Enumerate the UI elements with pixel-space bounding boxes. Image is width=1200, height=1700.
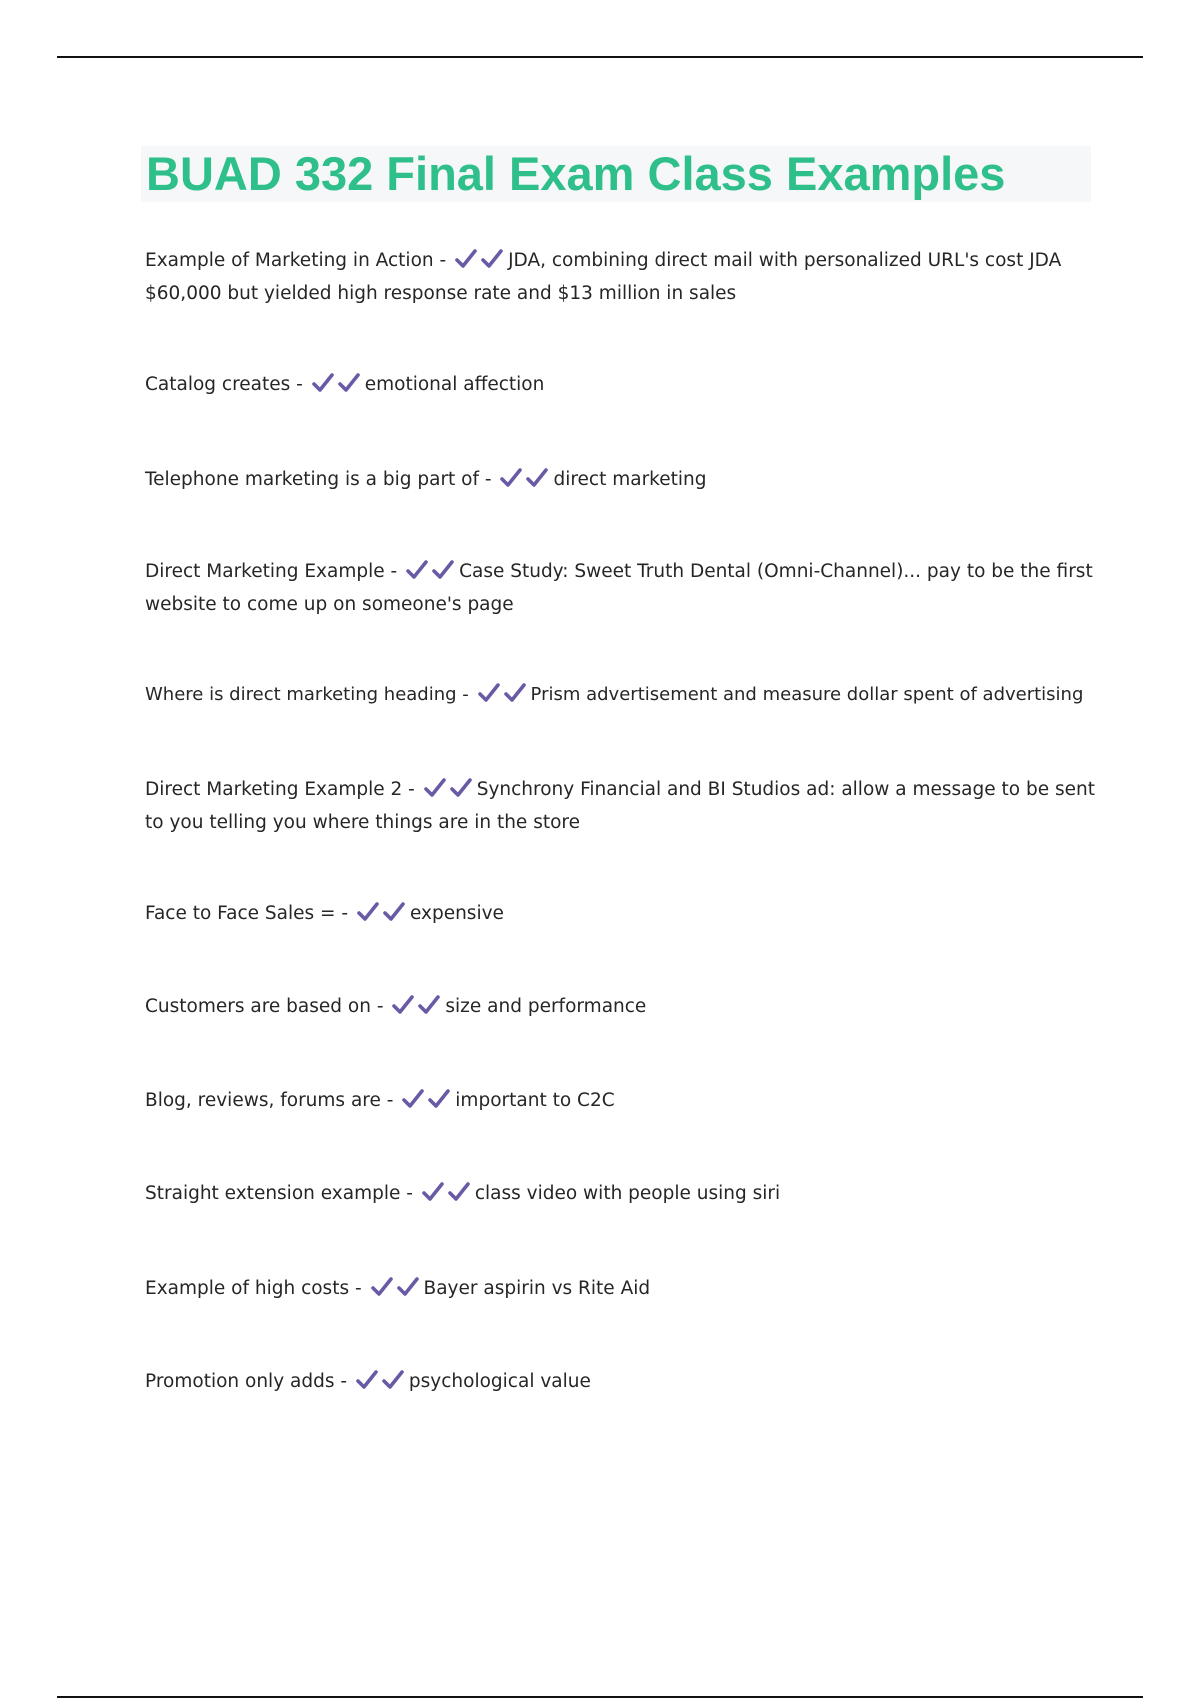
double-check-icon: [405, 559, 457, 590]
qa-item: [145, 1086, 1095, 1119]
qa-separator: -: [400, 1183, 419, 1204]
qa-separator: -: [402, 779, 421, 800]
page-title: BUAD 332 Final Exam Class Examples: [146, 147, 1006, 200]
qa-answer: Case Study: Sweet Truth Dental (Omni-Channel)... pay to be the first website to come up on someone's page: [145, 561, 1093, 615]
qa-separator: -: [290, 374, 309, 395]
double-check-icon: [370, 1276, 422, 1307]
qa-question: Promotion only adds: [145, 1371, 335, 1392]
bottom-rule: [57, 1696, 1143, 1698]
qa-answer: emotional affection: [364, 374, 545, 395]
qa-answer: Prism advertisement and measure dollar spent of advertising: [530, 684, 1084, 705]
qa-question: Telephone marketing is a big part of: [145, 469, 480, 490]
double-check-icon: [356, 901, 408, 932]
qa-item: [145, 557, 1095, 619]
double-check-icon: [423, 777, 475, 808]
qa-separator: -: [380, 1090, 400, 1111]
double-check-icon: [311, 372, 363, 403]
qa-question: Where is direct marketing heading: [145, 684, 457, 705]
qa-separator: -: [334, 1371, 353, 1392]
qa-question: Direct Marketing Example: [145, 561, 385, 582]
qa-item: [145, 246, 1095, 308]
qa-item: [145, 370, 1095, 403]
qa-question: Blog, reviews, forums are: [145, 1090, 381, 1111]
top-rule: [57, 56, 1143, 58]
qa-answer: important to C2C: [455, 1090, 615, 1111]
qa-item: [145, 680, 1095, 713]
qa-item: [145, 899, 1095, 932]
qa-separator: -: [433, 250, 453, 271]
qa-question: Example of Marketing in Action: [145, 250, 434, 271]
qa-answer: psychological value: [408, 1371, 591, 1392]
qa-separator: -: [384, 561, 404, 582]
qa-question: Example of high costs: [145, 1278, 350, 1299]
qa-answer: Synchrony Financial and BI Studios ad: allow a message to be sent to you telling you where things are in the store: [145, 779, 1095, 833]
qa-answer: Bayer aspirin vs Rite Aid: [423, 1278, 651, 1299]
qa-question: Customers are based on: [145, 996, 371, 1017]
qa-item: [145, 1367, 1095, 1400]
double-check-icon: [477, 682, 529, 713]
qa-answer: class video with people using siri: [474, 1183, 781, 1204]
double-check-icon: [454, 248, 506, 279]
qa-item: [145, 1274, 1095, 1307]
double-check-icon: [391, 994, 443, 1025]
qa-answer: direct marketing: [553, 469, 707, 490]
qa-item: [145, 992, 1095, 1025]
qa-question: Catalog creates: [145, 374, 291, 395]
double-check-icon: [355, 1369, 407, 1400]
double-check-icon: [421, 1181, 473, 1212]
qa-item: [145, 775, 1095, 837]
qa-question: Face to Face Sales =: [145, 903, 336, 924]
qa-answer: expensive: [409, 903, 504, 924]
qa-separator: -: [370, 996, 390, 1017]
double-check-icon: [499, 467, 551, 498]
qa-question: Direct Marketing Example 2: [145, 779, 403, 800]
qa-question: Straight extension example: [145, 1183, 401, 1204]
qa-separator: -: [349, 1278, 368, 1299]
qa-item: [145, 1179, 1095, 1212]
qa-separator: -: [456, 684, 475, 705]
qa-separator: -: [335, 903, 354, 924]
qa-answer: JDA, combining direct mail with personalized URL's cost JDA $60,000 but yielded high response rate and $13 million in sales: [145, 250, 1062, 304]
double-check-icon: [401, 1088, 453, 1119]
qa-separator: -: [479, 469, 498, 490]
qa-item: [145, 465, 1095, 498]
qa-answer: size and performance: [445, 996, 647, 1017]
